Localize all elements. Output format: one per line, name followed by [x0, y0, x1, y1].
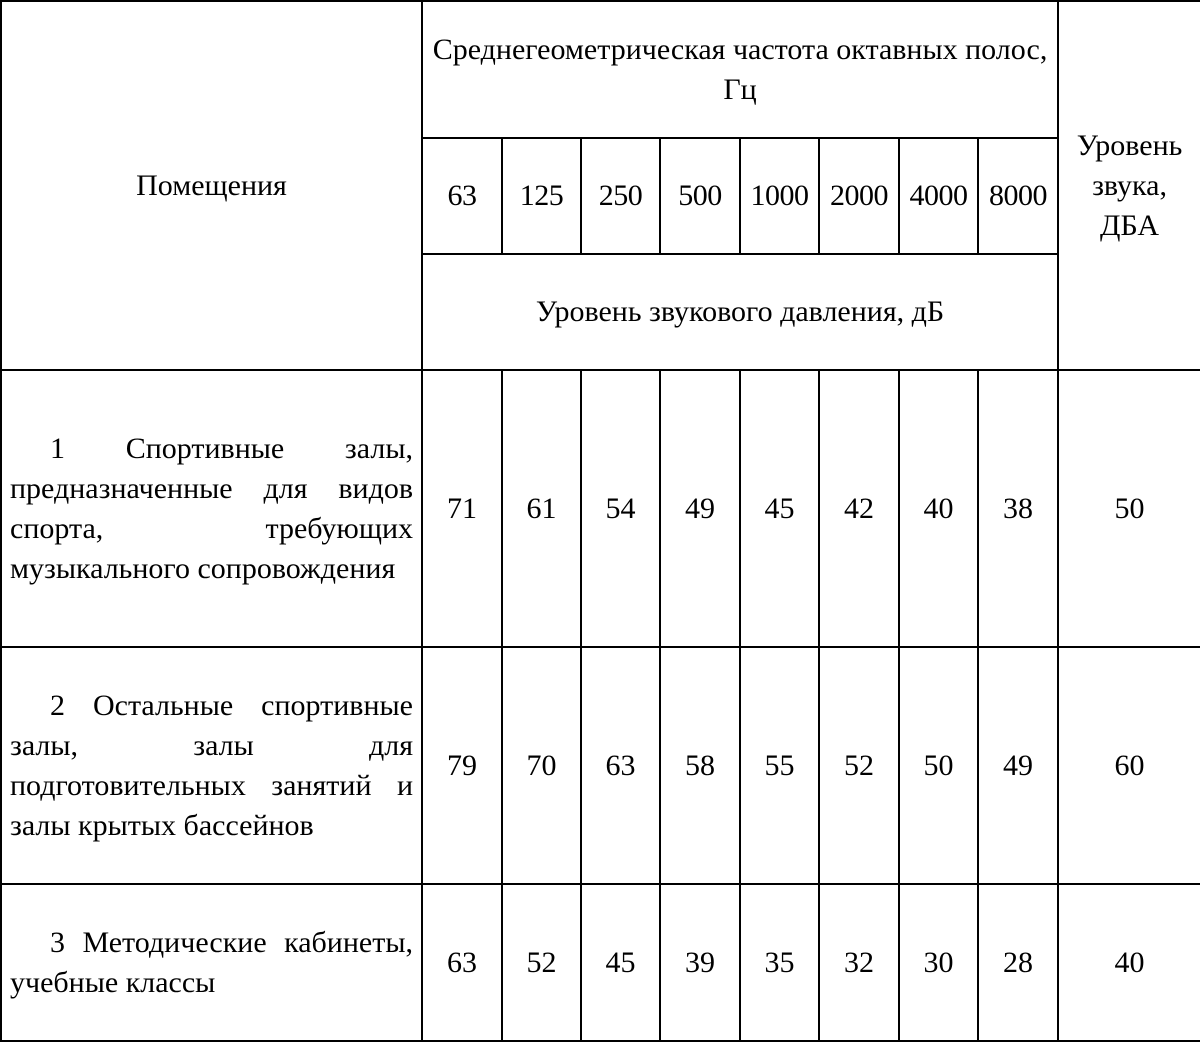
value-cell: 70 — [502, 647, 581, 884]
value-cell: 49 — [660, 370, 740, 647]
sound-level-cell: 40 — [1058, 884, 1200, 1041]
value-cell: 50 — [899, 647, 978, 884]
value-cell: 39 — [660, 884, 740, 1041]
value-cell: 40 — [899, 370, 978, 647]
value-cell: 61 — [502, 370, 581, 647]
sound-level-column-header: Уровень звука, ДБА — [1058, 1, 1200, 370]
value-cell: 63 — [422, 884, 502, 1041]
header-row-frequency — [1, 1, 1200, 138]
pressure-level-header: Уровень звукового давления, дБ — [422, 254, 1058, 370]
sound-level-cell: 50 — [1058, 370, 1200, 647]
value-cell: 71 — [422, 370, 502, 647]
room-name-cell: 3 Методические кабинеты, учебные классы — [1, 884, 422, 1041]
sound-level-cell: 60 — [1058, 647, 1200, 884]
value-cell: 32 — [819, 884, 899, 1041]
frequency-1000-header: 1000 — [740, 138, 819, 254]
value-cell: 28 — [978, 884, 1058, 1041]
value-cell: 52 — [502, 884, 581, 1041]
value-cell: 30 — [899, 884, 978, 1041]
table-row — [1, 884, 1200, 1041]
value-cell: 49 — [978, 647, 1058, 884]
room-name-cell: 2 Остальные спортивные залы, залы для подготовительных занятий и залы крытых бассейнов — [1, 647, 422, 884]
value-cell: 45 — [740, 370, 819, 647]
table-row — [1, 370, 1200, 647]
value-cell: 35 — [740, 884, 819, 1041]
value-cell: 79 — [422, 647, 502, 884]
frequency-2000-header: 2000 — [819, 138, 899, 254]
value-cell: 58 — [660, 647, 740, 884]
value-cell: 38 — [978, 370, 1058, 647]
frequency-250-header: 250 — [581, 138, 660, 254]
frequency-4000-header: 4000 — [899, 138, 978, 254]
table-row — [1, 647, 1200, 884]
room-name-cell: 1 Спортивные залы, предназначенные для видов спорта, требующих музыкального сопровождения — [1, 370, 422, 647]
frequency-8000-header: 8000 — [978, 138, 1058, 254]
frequency-125-header: 125 — [502, 138, 581, 254]
frequency-500-header: 500 — [660, 138, 740, 254]
value-cell: 54 — [581, 370, 660, 647]
room-column-header: Помещения — [1, 1, 422, 370]
frequency-63-header: 63 — [422, 138, 502, 254]
value-cell: 45 — [581, 884, 660, 1041]
frequency-group-header: Среднегеометрическая частота октавных полос, Гц — [422, 1, 1058, 138]
value-cell: 42 — [819, 370, 899, 647]
value-cell: 55 — [740, 647, 819, 884]
value-cell: 52 — [819, 647, 899, 884]
value-cell: 63 — [581, 647, 660, 884]
